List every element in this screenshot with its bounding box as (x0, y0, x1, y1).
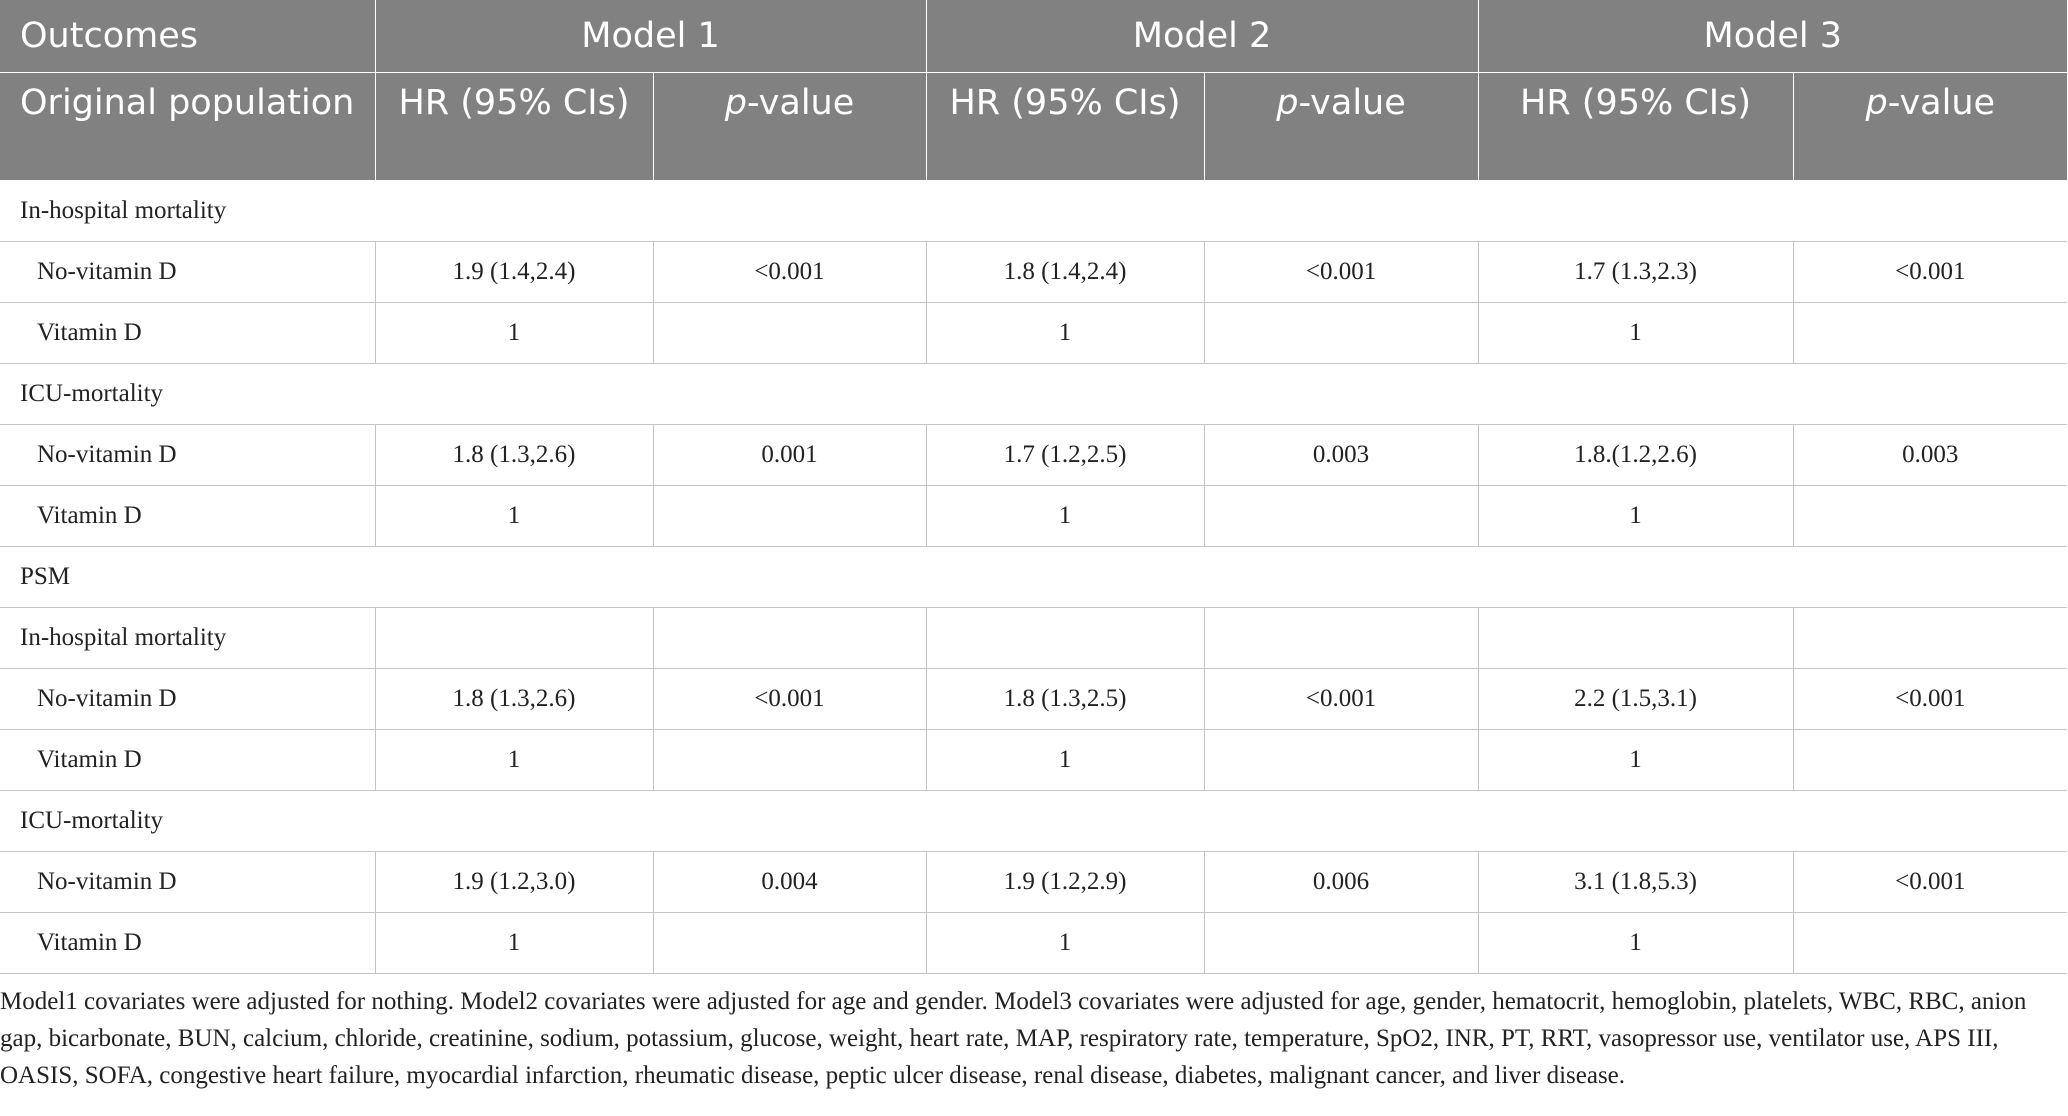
row-label: No-vitamin D (0, 852, 375, 913)
p-value-cell (1204, 608, 1478, 669)
hr-cell: 1.8 (1.3,2.6) (375, 425, 653, 486)
hr-cell: 1 (926, 913, 1204, 974)
row-label: No-vitamin D (0, 242, 375, 303)
row-label: No-vitamin D (0, 425, 375, 486)
p-suffix: -value (1298, 83, 1406, 123)
subsection-row (0, 608, 2067, 669)
hr-cell: 1 (375, 303, 653, 364)
header-outcomes: Outcomes (0, 0, 375, 73)
hr-cell (375, 608, 653, 669)
p-value-cell (653, 913, 926, 974)
header-hr-model-3: HR (95% CIs) (1478, 73, 1793, 181)
hr-cell: 1 (926, 486, 1204, 547)
header-row-metrics (0, 73, 2067, 181)
hr-cell: 1.7 (1.3,2.3) (1478, 242, 1793, 303)
p-value-cell (1793, 608, 2067, 669)
hr-cell: 1 (375, 486, 653, 547)
header-p-model-1 (653, 73, 926, 181)
p-value-cell: <0.001 (1793, 669, 2067, 730)
hr-cell: 1 (926, 730, 1204, 791)
row-label: Vitamin D (0, 486, 375, 547)
table-row (0, 852, 2067, 913)
hr-cell: 1.8 (1.4,2.4) (926, 242, 1204, 303)
hr-cell: 1 (1478, 913, 1793, 974)
hr-cell: 1.8.(1.2,2.6) (1478, 425, 1793, 486)
p-value-cell: <0.001 (1793, 242, 2067, 303)
p-value-cell (1204, 486, 1478, 547)
hr-cell: 1.9 (1.4,2.4) (375, 242, 653, 303)
hr-cell: 3.1 (1.8,5.3) (1478, 852, 1793, 913)
hr-cell (1478, 608, 1793, 669)
p-value-cell (653, 608, 926, 669)
hr-cell: 1.9 (1.2,3.0) (375, 852, 653, 913)
hr-cell: 1 (375, 913, 653, 974)
hr-cell: 1.8 (1.3,2.5) (926, 669, 1204, 730)
p-suffix: -value (746, 83, 855, 123)
section-row (0, 791, 2067, 852)
row-label: In-hospital mortality (0, 608, 375, 669)
section-label: ICU-mortality (0, 364, 2067, 425)
p-value-cell (1793, 730, 2067, 791)
header-model-3: Model 3 (1478, 0, 2067, 73)
hr-cell: 1 (1478, 730, 1793, 791)
row-label: Vitamin D (0, 913, 375, 974)
p-value-cell (1793, 303, 2067, 364)
p-value-cell: <0.001 (1204, 242, 1478, 303)
section-row (0, 364, 2067, 425)
row-label: No-vitamin D (0, 669, 375, 730)
p-suffix: -value (1887, 83, 1996, 123)
section-label: PSM (0, 547, 2067, 608)
section-label: ICU-mortality (0, 791, 2067, 852)
table-footnote: Model1 covariates were adjusted for nothing. Model2 covariates were adjusted for age and gender. Model3 covariates were adjusted for age, gender, hematocrit, hemoglobin, platelets, WBC, RBC, anion gap, bicarbonate, BUN, calcium, chloride, creatinine, sodium, potassium, glucose, weight, heart rate, MAP, respiratory rate, temperature, SpO2, INR, PT, RRT, vasopressor use, ventilator use, APS III, OASIS, SOFA, congestive heart failure, myocardial infarction, rheumatic disease, peptic ulcer disease, renal disease, diabetes, malignant cancer, and liver disease. (0, 988, 2027, 1089)
hr-cell: 1 (375, 730, 653, 791)
table-row (0, 913, 2067, 974)
p-value-cell (1793, 913, 2067, 974)
p-value-cell: 0.004 (653, 852, 926, 913)
section-row (0, 181, 2067, 242)
section-label: In-hospital mortality (0, 181, 2067, 242)
header-model-2: Model 2 (926, 0, 1478, 73)
header-hr-model-2: HR (95% CIs) (926, 73, 1204, 181)
p-value-cell: <0.001 (1793, 852, 2067, 913)
p-italic: p (1865, 83, 1888, 123)
section-row (0, 547, 2067, 608)
header-row-models (0, 0, 2067, 73)
row-label: Vitamin D (0, 730, 375, 791)
p-value-cell (653, 303, 926, 364)
p-value-cell: 0.003 (1204, 425, 1478, 486)
p-italic: p (724, 83, 747, 123)
table-body (0, 181, 2067, 974)
p-value-cell: <0.001 (653, 669, 926, 730)
hr-cell: 1 (1478, 486, 1793, 547)
header-p-model-2 (1204, 73, 1478, 181)
p-value-cell (1204, 913, 1478, 974)
header-original-population: Original population (0, 73, 375, 181)
p-value-cell: 0.001 (653, 425, 926, 486)
table-row (0, 303, 2067, 364)
p-value-cell: <0.001 (1204, 669, 1478, 730)
hr-cell: 1.9 (1.2,2.9) (926, 852, 1204, 913)
table-header (0, 0, 2067, 181)
p-value-cell (653, 730, 926, 791)
p-value-cell (1204, 730, 1478, 791)
row-label: Vitamin D (0, 303, 375, 364)
table-row (0, 669, 2067, 730)
p-value-cell: <0.001 (653, 242, 926, 303)
p-value-cell (653, 486, 926, 547)
table-row (0, 730, 2067, 791)
hr-cell: 2.2 (1.5,3.1) (1478, 669, 1793, 730)
p-value-cell: 0.003 (1793, 425, 2067, 486)
table-row (0, 486, 2067, 547)
p-value-cell: 0.006 (1204, 852, 1478, 913)
p-italic: p (1276, 83, 1299, 123)
header-hr-model-1: HR (95% CIs) (375, 73, 653, 181)
hr-cell (926, 608, 1204, 669)
table-row (0, 242, 2067, 303)
header-p-model-3 (1793, 73, 2067, 181)
hr-cell: 1.8 (1.3,2.6) (375, 669, 653, 730)
p-value-cell (1793, 486, 2067, 547)
hr-cell: 1 (926, 303, 1204, 364)
hr-cell: 1 (1478, 303, 1793, 364)
hr-cell: 1.7 (1.2,2.5) (926, 425, 1204, 486)
header-model-1: Model 1 (375, 0, 926, 73)
p-value-cell (1204, 303, 1478, 364)
table-row (0, 425, 2067, 486)
